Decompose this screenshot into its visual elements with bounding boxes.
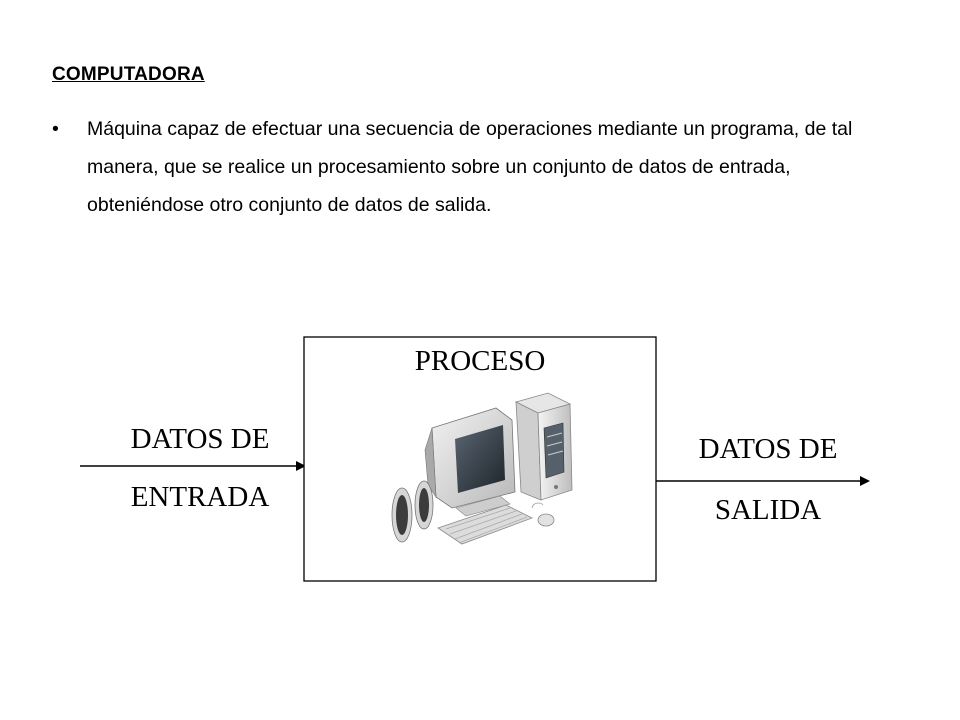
input-arrow xyxy=(80,461,306,471)
input-label-line2: ENTRADA xyxy=(130,481,270,513)
bullet-symbol: • xyxy=(52,118,59,140)
tower-icon xyxy=(516,393,572,500)
output-arrow xyxy=(656,476,870,486)
input-label-line1: DATOS DE xyxy=(130,423,270,455)
output-label-line1: DATOS DE xyxy=(698,433,838,465)
page-title: COMPUTADORA xyxy=(52,64,205,85)
process-label: PROCESO xyxy=(414,345,546,377)
output-label-line2: SALIDA xyxy=(714,494,822,526)
definition-text: Máquina capaz de efectuar una secuencia de operaciones mediante un programa, de tal manera, que se realice un procesamiento sobre un conjunto de datos de entrada, obteniéndose otro conjunto de datos de salida. xyxy=(87,118,853,216)
